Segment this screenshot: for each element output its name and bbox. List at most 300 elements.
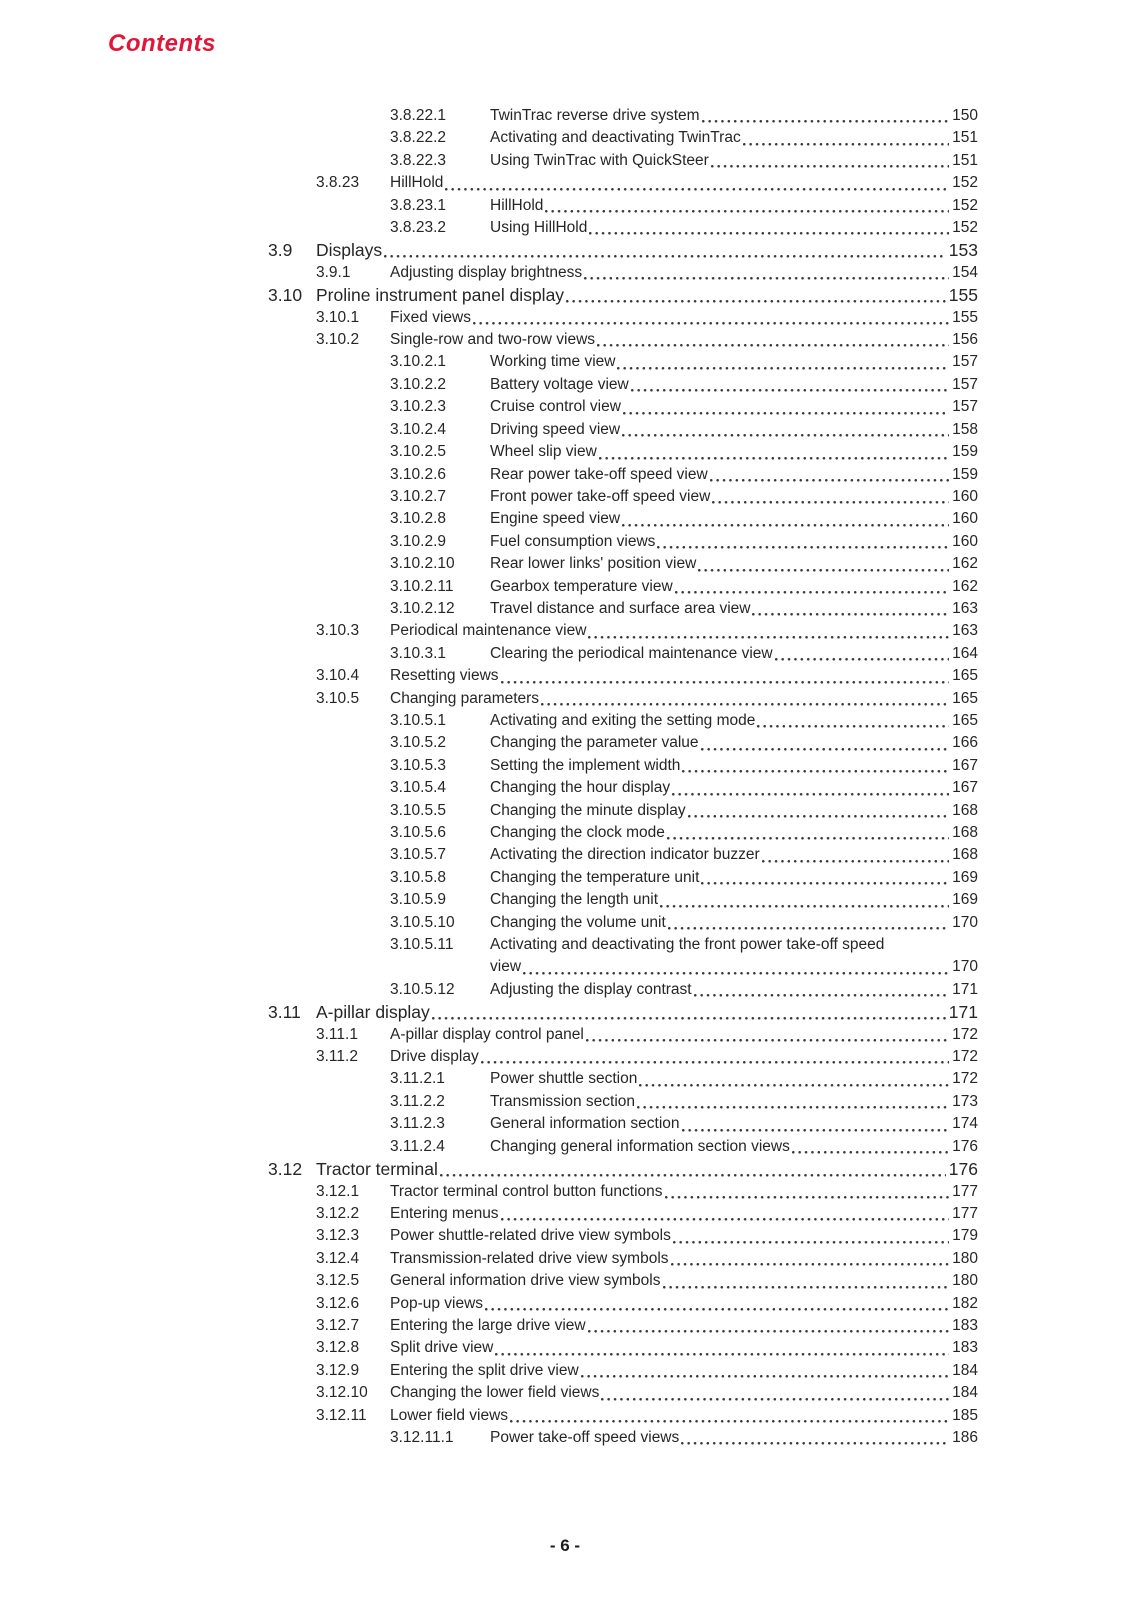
toc-entry-title: Driving speed view xyxy=(490,420,621,438)
toc-row[interactable] xyxy=(268,105,978,127)
toc-entry-page: 159 xyxy=(952,443,978,461)
toc-entry-number: 3.11.2.1 xyxy=(390,1070,445,1088)
toc-entry-page: 157 xyxy=(952,353,978,371)
toc-entry-title: General information drive view symbols xyxy=(390,1272,661,1290)
toc-row[interactable] xyxy=(268,1001,978,1023)
toc-entry-page: 173 xyxy=(952,1092,978,1110)
toc-entry-number: 3.11.2.4 xyxy=(390,1137,445,1155)
toc-entry-number: 3.11.2.2 xyxy=(390,1092,445,1110)
dot-leader xyxy=(523,972,949,975)
toc-entry-page: 182 xyxy=(952,1294,978,1312)
dot-leader xyxy=(668,927,949,930)
dot-leader xyxy=(501,1218,950,1221)
toc-entry-page: 172 xyxy=(952,1025,978,1043)
toc-entry-page: 152 xyxy=(952,219,978,237)
toc-entry-title: Entering menus xyxy=(390,1204,499,1222)
toc-entry-title: Tractor terminal control button functions xyxy=(390,1182,663,1200)
toc-entry-number: 3.10.5.7 xyxy=(390,846,447,864)
dot-leader xyxy=(623,412,949,415)
dot-leader xyxy=(688,815,950,818)
toc-row[interactable] xyxy=(268,1382,978,1404)
toc-entry-page: 179 xyxy=(952,1227,978,1245)
toc-row[interactable] xyxy=(268,1248,978,1270)
toc-entry-number: 3.10.4 xyxy=(316,667,360,685)
toc-entry-number: 3.10.5.2 xyxy=(390,734,447,752)
toc-entry-page: 157 xyxy=(952,375,978,393)
toc-row[interactable] xyxy=(268,1046,978,1068)
toc-entry-number: 3.8.22.1 xyxy=(390,107,447,124)
toc-entry-page: 159 xyxy=(952,465,978,483)
toc-entry-number: 3.9.1 xyxy=(316,263,351,281)
toc-entry-title: Rear power take-off speed view xyxy=(490,465,708,483)
toc-entry-number: 3.12.6 xyxy=(316,1294,360,1312)
dot-leader xyxy=(445,188,949,191)
dot-leader xyxy=(702,120,950,123)
toc-entry-number: 3.8.23 xyxy=(316,174,360,192)
toc-entry-number: 3.10.2.3 xyxy=(390,398,447,416)
toc-entry-number: 3.10.2 xyxy=(316,331,360,349)
toc-entry-number: 3.12.8 xyxy=(316,1339,360,1357)
toc-entry-number: 3.10.2.5 xyxy=(390,443,447,461)
dot-leader xyxy=(792,1151,949,1154)
toc-entry-title: HillHold xyxy=(390,174,444,192)
dot-leader xyxy=(588,636,949,639)
dot-leader xyxy=(757,725,949,728)
dot-leader xyxy=(667,837,949,840)
toc-entry-page: 171 xyxy=(952,980,978,998)
toc-entry-title: Transmission section xyxy=(490,1092,636,1110)
toc-entry-number: 3.10.5.12 xyxy=(390,980,455,998)
toc-entry-page: 171 xyxy=(948,1002,978,1023)
toc-row[interactable] xyxy=(268,800,978,822)
toc-entry-title: Resetting views xyxy=(390,667,499,685)
dot-leader xyxy=(671,1263,950,1266)
toc-row[interactable] xyxy=(268,755,978,777)
toc-row[interactable] xyxy=(268,1136,978,1158)
toc-entry-page: 169 xyxy=(952,891,978,909)
toc-entry-page: 151 xyxy=(952,129,978,147)
toc-row[interactable] xyxy=(268,1203,978,1225)
toc-entry-title: Using HillHold xyxy=(490,219,588,237)
toc-entry-number: 3.12 xyxy=(268,1159,303,1180)
toc-entry-title: Changing general information section views xyxy=(490,1137,790,1155)
toc-entry-number: 3.10.2.9 xyxy=(390,532,447,550)
toc-row[interactable] xyxy=(268,912,978,934)
toc-entry-title: Tractor terminal xyxy=(316,1159,438,1180)
page-footer xyxy=(0,1536,1130,1556)
toc-row[interactable] xyxy=(268,1181,978,1203)
toc-entry-number: 3.12.7 xyxy=(316,1316,360,1334)
toc-row[interactable] xyxy=(268,172,978,194)
toc-entry-page: 177 xyxy=(952,1182,978,1200)
dot-leader xyxy=(712,501,949,504)
toc-entry-page: 163 xyxy=(952,599,978,617)
toc-row[interactable] xyxy=(268,217,978,239)
toc-entry-page: 170 xyxy=(952,913,978,931)
toc-entry-title: General information section xyxy=(490,1115,680,1133)
toc-row[interactable] xyxy=(268,1315,978,1337)
dot-leader xyxy=(639,1084,949,1087)
toc-row[interactable] xyxy=(268,1158,978,1180)
toc-entry-title: Power take-off speed views xyxy=(490,1428,680,1446)
toc-entry-title: Changing the hour display xyxy=(490,779,671,797)
toc-entry-page: 155 xyxy=(948,285,978,306)
toc-entry-number: 3.8.23.1 xyxy=(390,196,447,214)
toc-entry-number: 3.12.3 xyxy=(316,1227,360,1245)
dot-leader xyxy=(545,210,949,213)
toc-entry-title: Drive display xyxy=(390,1048,479,1066)
toc-entry-number: 3.10.5.11 xyxy=(390,936,454,954)
toc-row[interactable] xyxy=(268,329,978,351)
toc-entry-page: 184 xyxy=(952,1384,978,1402)
dot-leader xyxy=(743,143,949,146)
toc-entry-title: Fixed views xyxy=(390,308,471,326)
toc-entry-title: Adjusting the display contrast xyxy=(490,980,692,998)
toc-entry-title: Changing parameters xyxy=(390,689,540,707)
toc-row[interactable] xyxy=(268,419,978,441)
toc-entry-page: 184 xyxy=(952,1361,978,1379)
dot-leader xyxy=(589,232,949,235)
toc-entry-number: 3.10.2.7 xyxy=(390,487,447,505)
toc-entry-title: Changing the volume unit xyxy=(490,913,666,931)
dot-leader xyxy=(775,658,950,661)
toc-entry-page: 151 xyxy=(952,151,978,169)
toc-entry-page: 172 xyxy=(952,1048,978,1066)
toc-entry-title: Gearbox temperature view xyxy=(490,577,673,595)
toc-entry-page: 157 xyxy=(952,398,978,416)
dot-leader xyxy=(682,1129,950,1132)
toc-row[interactable] xyxy=(268,396,978,418)
toc-row[interactable] xyxy=(268,1225,978,1247)
dot-leader xyxy=(485,1308,949,1311)
toc-entry-title: Activating and deactivating TwinTrac xyxy=(490,129,741,147)
toc-entry-number: 3.11 xyxy=(268,1002,301,1023)
toc-entry-page: 185 xyxy=(952,1406,978,1424)
toc-row[interactable] xyxy=(268,598,978,620)
table-of-contents xyxy=(268,105,978,1449)
toc-row[interactable] xyxy=(268,486,978,508)
toc-row[interactable] xyxy=(268,1024,978,1046)
toc-entry-title: Activating the direction indicator buzzer xyxy=(490,846,760,864)
toc-row[interactable] xyxy=(268,732,978,754)
toc-entry-title: Front power take-off speed view xyxy=(490,487,711,505)
dot-leader xyxy=(473,322,949,325)
toc-entry-number: 3.10.1 xyxy=(316,308,360,326)
toc-row[interactable] xyxy=(268,374,978,396)
toc-entry-title: Changing the temperature unit xyxy=(490,868,700,886)
toc-entry-title: Power shuttle section xyxy=(490,1070,638,1088)
toc-entry-number: 3.11.1 xyxy=(316,1025,358,1043)
toc-entry-page: 160 xyxy=(952,532,978,550)
toc-entry-number: 3.10.5.6 xyxy=(390,824,447,841)
toc-row[interactable] xyxy=(268,1337,978,1359)
toc-entry-title: Changing the parameter value xyxy=(490,734,699,752)
toc-entry-page: 150 xyxy=(952,107,978,124)
toc-entry-number: 3.10.2.8 xyxy=(390,510,447,528)
toc-entry-title: Adjusting display brightness xyxy=(390,263,583,281)
dot-leader xyxy=(440,1174,946,1177)
toc-row[interactable] xyxy=(268,127,978,149)
toc-entry-page: 168 xyxy=(952,801,978,819)
toc-row[interactable] xyxy=(268,665,978,687)
toc-row[interactable] xyxy=(268,262,978,284)
toc-entry-number: 3.12.10 xyxy=(316,1384,368,1402)
toc-entry-page: 166 xyxy=(952,734,978,752)
toc-entry-page: 177 xyxy=(952,1204,978,1222)
dot-leader xyxy=(673,1241,949,1244)
toc-entry-page: 160 xyxy=(952,510,978,528)
toc-entry-title: Rear lower links' position view xyxy=(490,555,697,573)
dot-leader xyxy=(599,457,949,460)
dot-leader xyxy=(586,1039,949,1042)
toc-entry-number: 3.10.5.1 xyxy=(390,711,447,729)
toc-entry-number: 3.10.5.3 xyxy=(390,756,447,774)
dot-leader xyxy=(682,770,949,773)
dot-leader xyxy=(541,703,949,706)
dot-leader xyxy=(711,165,949,168)
dot-leader xyxy=(701,748,950,751)
dot-leader xyxy=(581,1375,949,1378)
toc-entry-title: Split drive view xyxy=(390,1339,494,1357)
dot-leader xyxy=(681,1442,949,1445)
toc-entry-page: 163 xyxy=(952,622,978,640)
toc-entry-title: Displays xyxy=(316,240,383,261)
dot-leader xyxy=(701,882,949,885)
toc-row[interactable] xyxy=(268,441,978,463)
toc-entry-title: Cruise control view xyxy=(490,398,621,416)
dot-leader xyxy=(675,591,949,594)
toc-entry-number: 3.10.2.12 xyxy=(390,599,455,617)
toc-row[interactable] xyxy=(268,508,978,530)
toc-entry-number: 3.10.2.10 xyxy=(390,555,455,573)
toc-entry-number: 3.10.3.1 xyxy=(390,644,447,662)
toc-row[interactable] xyxy=(268,710,978,732)
toc-entry-title: HillHold xyxy=(490,196,544,214)
toc-entry-number: 3.10.2.4 xyxy=(390,420,447,438)
toc-row[interactable] xyxy=(268,979,978,1001)
toc-entry-title: Changing the length unit xyxy=(490,891,659,909)
toc-entry-page: 180 xyxy=(952,1272,978,1290)
toc-entry-number: 3.12.2 xyxy=(316,1204,360,1222)
toc-entry-number: 3.12.11 xyxy=(316,1406,367,1424)
toc-row[interactable] xyxy=(268,553,978,575)
dot-leader xyxy=(665,1196,950,1199)
toc-entry-title: Engine speed view xyxy=(490,510,621,528)
toc-entry-title: Working time view xyxy=(490,353,616,371)
toc-entry-page: 183 xyxy=(952,1316,978,1334)
dot-leader xyxy=(384,255,946,258)
toc-row[interactable] xyxy=(268,464,978,486)
toc-row[interactable] xyxy=(268,576,978,598)
toc-entry-title: Changing the minute display xyxy=(490,801,686,819)
toc-entry-number: 3.11.2 xyxy=(316,1048,358,1066)
toc-entry-number: 3.10.2.6 xyxy=(390,465,447,483)
toc-entry-page: 170 xyxy=(952,958,978,976)
toc-entry-page: 155 xyxy=(952,308,978,326)
toc-row[interactable] xyxy=(268,620,978,642)
toc-entry-page: 160 xyxy=(952,487,978,505)
page-number: - 6 - xyxy=(549,1536,581,1555)
toc-entry-page: 152 xyxy=(952,196,978,214)
dot-leader xyxy=(631,389,949,392)
toc-entry-page: 174 xyxy=(952,1115,978,1133)
dot-leader xyxy=(694,994,950,997)
dot-leader xyxy=(637,1106,949,1109)
toc-row-continuation[interactable] xyxy=(268,956,978,978)
toc-entry-page: 176 xyxy=(952,1137,978,1155)
toc-entry-number: 3.8.22.2 xyxy=(390,129,447,147)
dot-leader xyxy=(510,1420,949,1423)
toc-entry-title: Clearing the periodical maintenance view xyxy=(490,644,773,662)
toc-entry-number: 3.8.22.3 xyxy=(390,151,447,169)
toc-row[interactable] xyxy=(268,150,978,172)
toc-entry-number: 3.11.2.3 xyxy=(390,1115,445,1133)
toc-entry-number: 3.10 xyxy=(268,285,303,306)
toc-entry-page: 167 xyxy=(952,779,978,797)
dot-leader xyxy=(495,1353,949,1356)
toc-entry-title: Changing the clock mode xyxy=(490,824,665,841)
toc-entry-page: 167 xyxy=(952,756,978,774)
toc-row[interactable] xyxy=(268,1293,978,1315)
toc-row[interactable] xyxy=(268,1113,978,1135)
toc-entry-number: 3.12.9 xyxy=(316,1361,360,1379)
toc-entry-page: 162 xyxy=(952,577,978,595)
toc-entry-title: Wheel slip view xyxy=(490,443,597,461)
toc-entry-number: 3.10.5.4 xyxy=(390,779,447,797)
dot-leader xyxy=(501,681,950,684)
contents-heading: Contents xyxy=(108,30,216,57)
toc-row[interactable] xyxy=(268,1360,978,1382)
toc-entry-title: Fuel consumption views xyxy=(490,532,656,550)
toc-entry-page: 153 xyxy=(948,240,978,261)
toc-row[interactable] xyxy=(268,1427,978,1449)
toc-entry-number: 3.12.4 xyxy=(316,1249,360,1267)
dot-leader xyxy=(698,569,949,572)
toc-entry-title: TwinTrac reverse drive system xyxy=(490,107,700,124)
toc-row[interactable] xyxy=(268,822,978,844)
toc-entry-number: 3.12.1 xyxy=(316,1182,360,1200)
toc-entry-number: 3.10.2.11 xyxy=(390,577,454,595)
toc-row[interactable] xyxy=(268,284,978,306)
toc-entry-number: 3.10.2.2 xyxy=(390,375,447,393)
toc-entry-page: 152 xyxy=(952,174,978,192)
toc-entry-title: Entering the large drive view xyxy=(390,1316,586,1334)
toc-entry-title: Battery voltage view xyxy=(490,375,629,393)
dot-leader xyxy=(762,860,949,863)
dot-leader xyxy=(588,1330,950,1333)
toc-entry-page: 168 xyxy=(952,824,978,841)
toc-entry-title: Using TwinTrac with QuickSteer xyxy=(490,151,709,169)
toc-entry-page: 183 xyxy=(952,1339,978,1357)
dot-leader xyxy=(481,1061,949,1064)
toc-entry-page: 169 xyxy=(952,868,978,886)
dot-leader xyxy=(432,1017,946,1020)
toc-entry-title: A-pillar display control panel xyxy=(390,1025,584,1043)
toc-entry-page: 165 xyxy=(952,667,978,685)
dot-leader xyxy=(584,277,949,280)
toc-entry-number: 3.10.5.9 xyxy=(390,891,447,909)
toc-entry-number: 3.10.5 xyxy=(316,689,360,707)
toc-row[interactable] xyxy=(268,307,978,329)
toc-entry-number: 3.10.5.8 xyxy=(390,868,447,886)
toc-entry-page: 154 xyxy=(952,263,978,281)
toc-row[interactable] xyxy=(268,1405,978,1427)
toc-entry-title: Setting the implement width xyxy=(490,756,681,774)
toc-entry-page: 164 xyxy=(952,644,978,662)
toc-entry-title: A-pillar display xyxy=(316,1002,430,1023)
toc-row[interactable] xyxy=(268,844,978,866)
toc-entry-title: Lower field views xyxy=(390,1406,509,1424)
toc-entry-title: Power shuttle-related drive view symbols xyxy=(390,1227,671,1245)
toc-entry-page: 176 xyxy=(948,1159,978,1180)
toc-entry-number: 3.10.5.10 xyxy=(390,913,455,931)
dot-leader xyxy=(597,344,949,347)
toc-entry-page: 156 xyxy=(952,331,978,349)
toc-entry-title: Proline instrument panel display xyxy=(316,285,565,306)
toc-entry-number: 3.12.5 xyxy=(316,1272,360,1290)
dot-leader xyxy=(660,905,949,908)
toc-entry-title: Periodical maintenance view xyxy=(390,622,587,640)
toc-row[interactable] xyxy=(268,643,978,665)
toc-entry-title: Transmission-related drive view symbols xyxy=(390,1249,669,1267)
toc-entry-number: 3.8.23.2 xyxy=(390,219,447,237)
toc-row[interactable] xyxy=(268,1068,978,1090)
toc-entry-number: 3.10.5.5 xyxy=(390,801,447,819)
toc-entry-title: Activating and exiting the setting mode xyxy=(490,711,756,729)
dot-leader xyxy=(566,300,946,303)
toc-row[interactable] xyxy=(268,867,978,889)
toc-entry-title: Pop-up views xyxy=(390,1294,484,1312)
dot-leader xyxy=(617,367,949,370)
toc-row[interactable] xyxy=(268,777,978,799)
dot-leader xyxy=(622,434,949,437)
toc-entry-page: 165 xyxy=(952,689,978,707)
toc-row[interactable] xyxy=(268,1270,978,1292)
toc-row[interactable] xyxy=(268,239,978,261)
dot-leader xyxy=(622,524,949,527)
toc-row[interactable] xyxy=(268,688,978,710)
toc-entry-number: 3.10.2.1 xyxy=(390,353,447,371)
toc-row[interactable] xyxy=(268,531,978,553)
toc-entry-title: Changing the lower field views xyxy=(390,1384,600,1402)
toc-entry-title: Travel distance and surface area view xyxy=(490,599,751,617)
dot-leader xyxy=(710,479,949,482)
dot-leader xyxy=(663,1286,950,1289)
toc-row[interactable] xyxy=(268,195,978,217)
toc-entry-number: 3.9 xyxy=(268,240,293,261)
dot-leader xyxy=(672,793,949,796)
toc-entry-page: 165 xyxy=(952,711,978,729)
dot-leader xyxy=(601,1398,949,1401)
toc-row[interactable] xyxy=(268,1091,978,1113)
toc-entry-page: 180 xyxy=(952,1249,978,1267)
toc-row[interactable] xyxy=(268,889,978,911)
toc-entry-title: view xyxy=(490,958,522,976)
toc-entry-page: 186 xyxy=(952,1428,978,1446)
toc-entry-page: 172 xyxy=(952,1070,978,1088)
toc-entry-page: 162 xyxy=(952,555,978,573)
toc-entry-title: Single-row and two-row views xyxy=(390,331,596,349)
dot-leader xyxy=(752,613,949,616)
toc-entry-page: 168 xyxy=(952,846,978,864)
dot-leader xyxy=(657,546,949,549)
toc-entry-number: 3.12.11.1 xyxy=(390,1428,454,1446)
toc-row[interactable] xyxy=(268,351,978,373)
toc-entry-title: Activating and deactivating the front power take-off speed xyxy=(490,936,885,954)
toc-entry-number: 3.10.3 xyxy=(316,622,360,640)
toc-row[interactable] xyxy=(268,934,978,956)
toc-entry-page: 158 xyxy=(952,420,978,438)
